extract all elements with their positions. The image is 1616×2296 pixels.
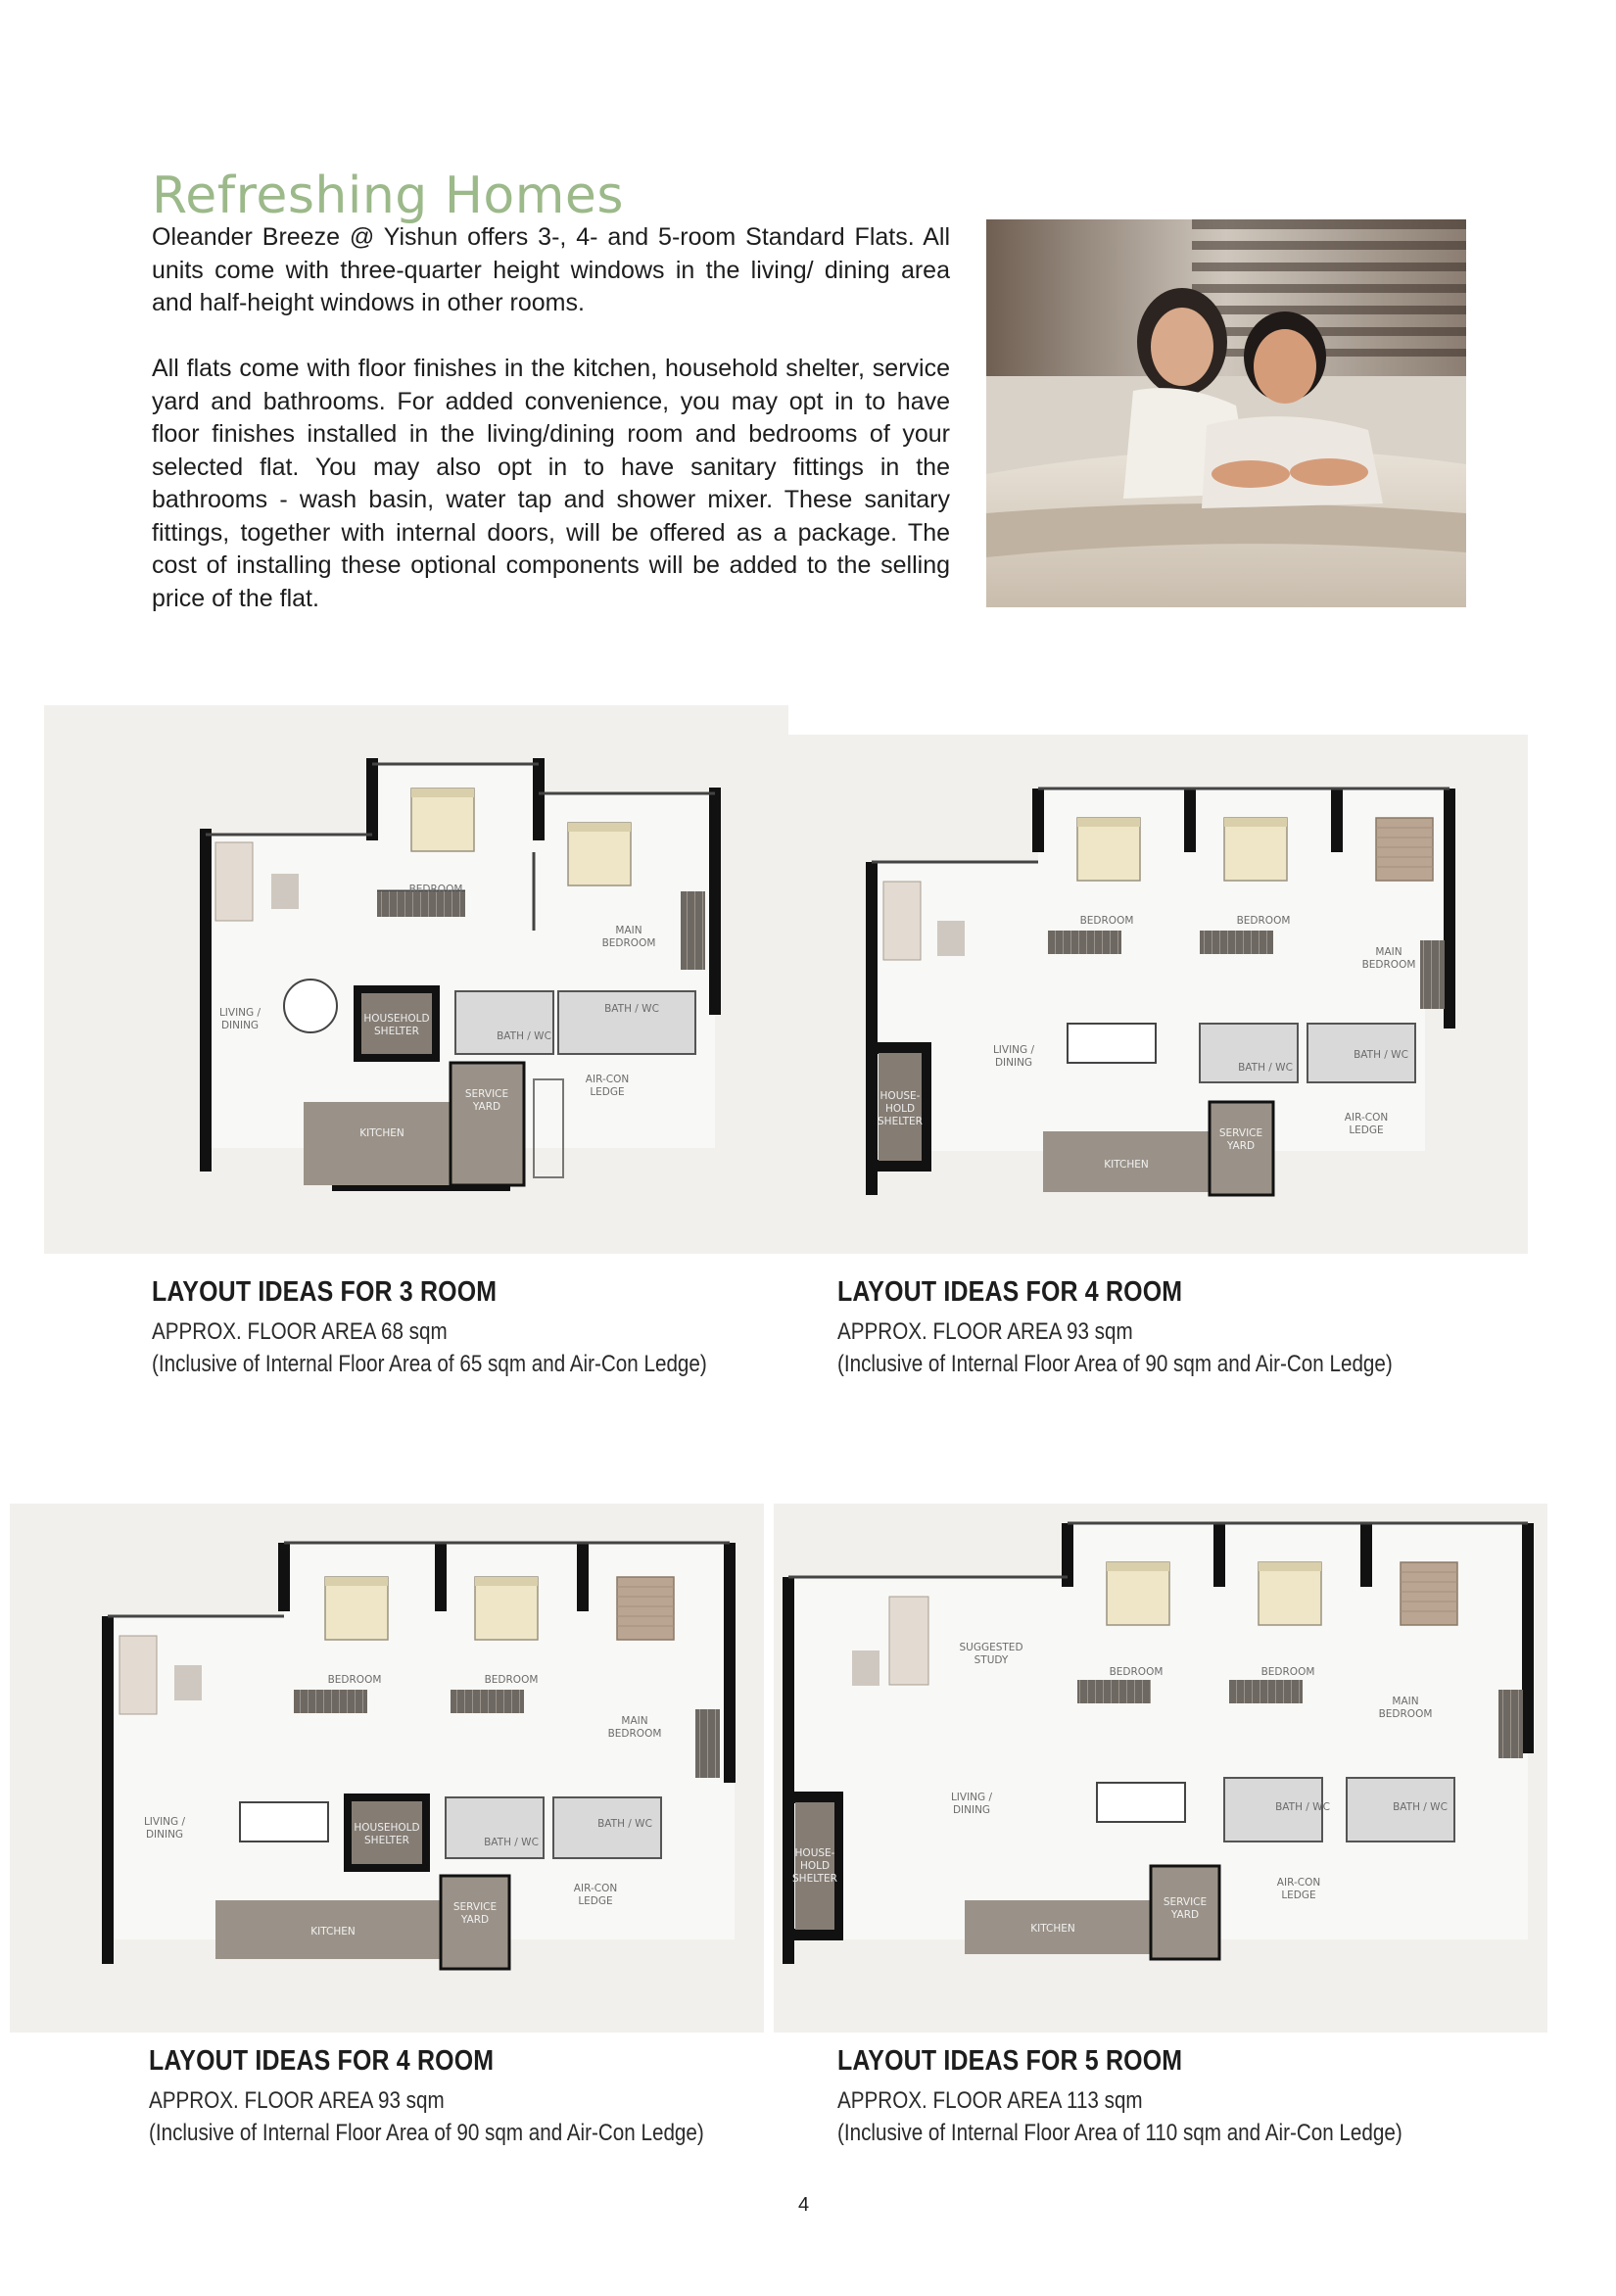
room-label-hold: HOLD — [884, 1103, 916, 1115]
layout-title: LAYOUT IDEAS FOR 4 ROOM — [149, 2045, 495, 2077]
room-label-bedroom: BEDROOM — [327, 1674, 382, 1686]
room-label-living: LIVING / — [143, 1816, 186, 1828]
room-label-main: MAIN — [615, 925, 642, 936]
layout-note: (Inclusive of Internal Floor Area of 90 sqm and Air-Con Ledge) — [837, 1351, 1393, 1377]
layout-area: APPROX. FLOOR AREA 113 sqm — [837, 2087, 1143, 2114]
room-label-bath-1: BATH / WC — [1275, 1801, 1330, 1813]
room-label-shelter: SHELTER — [374, 1026, 419, 1037]
room-label-aircon: AIR-CON — [1276, 1877, 1321, 1889]
floor-plan-5-room — [774, 1504, 1547, 2033]
room-label-ledge: LEDGE — [590, 1086, 625, 1098]
room-label-ledge: LEDGE — [1281, 1889, 1316, 1901]
room-label-main-bedroom: BEDROOM — [1378, 1708, 1433, 1720]
room-label-main-bedroom: BEDROOM — [601, 937, 656, 949]
room-label-main-bedroom: BEDROOM — [607, 1728, 662, 1740]
room-label-yard: YARD — [460, 1914, 490, 1926]
layout-area: APPROX. FLOOR AREA 93 sqm — [149, 2087, 445, 2114]
room-label-shelter: SHELTER — [364, 1835, 409, 1846]
room-label-living: LIVING / — [950, 1792, 993, 1803]
room-label-bedroom: BEDROOM — [1079, 915, 1134, 927]
layout-area: APPROX. FLOOR AREA 93 sqm — [837, 1318, 1133, 1345]
layout-caption-4-room-b — [149, 2045, 794, 2147]
room-label-dining: DINING — [994, 1057, 1033, 1069]
room-label-yard: YARD — [472, 1101, 501, 1113]
room-label-main: MAIN — [621, 1715, 648, 1727]
room-label-living: LIVING / — [992, 1044, 1035, 1056]
room-label-bath-2: BATH / WC — [1354, 1049, 1408, 1061]
room-label-ledge: LEDGE — [578, 1895, 613, 1907]
room-label-aircon: AIR-CON — [573, 1883, 618, 1894]
layout-caption-4-room-a — [837, 1276, 1483, 1378]
finishes-paragraph: All flats come with floor finishes in the kitchen, household shelter, service yard and bathrooms. For added convenience, you may opt in to have floor finishes installed in the living/dining room and bedrooms of your selected flat. You may also opt in to have sanitary fittings in the bathrooms - wash basin, water tap and shower mixer. These sanitary fittings, together with internal doors, will be offered as a package. The cost of installing these optional components will be added to the selling price of the flat. — [152, 355, 950, 612]
room-label-dining: DINING — [145, 1829, 184, 1841]
room-label-kitchen: KITCHEN — [359, 1127, 404, 1139]
room-label-main: MAIN — [1392, 1696, 1419, 1707]
floor-plan-4-room-a — [788, 735, 1528, 1254]
room-label-household: HOUSEHOLD — [363, 1013, 430, 1025]
layout-caption-3-room — [152, 1276, 797, 1378]
room-label-study: STUDY — [974, 1654, 1009, 1666]
room-label-aircon: AIR-CON — [1344, 1112, 1389, 1124]
room-label-hold: HOLD — [799, 1860, 831, 1872]
floor-plan-4-room-b — [10, 1504, 764, 2033]
room-label-service: SERVICE — [464, 1088, 509, 1100]
room-label-bath-1: BATH / WC — [484, 1837, 539, 1848]
room-label-bedroom: BEDROOM — [1236, 915, 1291, 927]
layout-area: APPROX. FLOOR AREA 68 sqm — [152, 1318, 448, 1345]
room-label-kitchen: KITCHEN — [1030, 1923, 1075, 1935]
page-title: Refreshing Homes — [152, 166, 624, 225]
room-label-kitchen: KITCHEN — [310, 1926, 356, 1937]
room-label-aircon: AIR-CON — [585, 1074, 630, 1085]
floor-plan-3-room — [44, 705, 788, 1254]
layout-caption-5-room — [837, 2045, 1495, 2147]
room-label-living: LIVING / — [218, 1007, 261, 1019]
room-label-household: HOUSEHOLD — [354, 1822, 420, 1834]
room-label-bedroom: BEDROOM — [1109, 1666, 1164, 1678]
couple-on-sofa-photo — [986, 219, 1466, 607]
room-label-bedroom: BEDROOM — [408, 884, 463, 895]
layout-title: LAYOUT IDEAS FOR 3 ROOM — [152, 1276, 498, 1308]
room-label-dining: DINING — [220, 1020, 260, 1031]
room-label-service: SERVICE — [1218, 1127, 1263, 1139]
room-label-yard: YARD — [1170, 1909, 1200, 1921]
room-label-service: SERVICE — [452, 1901, 498, 1913]
room-label-house: HOUSE- — [879, 1090, 921, 1102]
intro-paragraph: Oleander Breeze @ Yishun offers 3-, 4- and 5-room Standard Flats. All units come with three-quarter height windows in the living/ dining area and half-height windows in other rooms. — [152, 223, 950, 316]
room-label-bedroom: BEDROOM — [1260, 1666, 1315, 1678]
room-label-dining: DINING — [952, 1804, 991, 1816]
room-label-bath-2: BATH / WC — [604, 1003, 659, 1015]
room-label-house: HOUSE- — [794, 1847, 835, 1859]
room-label-shelter: SHELTER — [792, 1873, 837, 1885]
room-label-main: MAIN — [1375, 946, 1402, 958]
layout-note: (Inclusive of Internal Floor Area of 90 sqm and Air-Con Ledge) — [149, 2120, 704, 2146]
layout-title: LAYOUT IDEAS FOR 4 ROOM — [837, 1276, 1183, 1308]
room-label-service: SERVICE — [1163, 1896, 1208, 1908]
room-label-ledge: LEDGE — [1349, 1124, 1384, 1136]
room-label-bath-2: BATH / WC — [1393, 1801, 1448, 1813]
layout-note: (Inclusive of Internal Floor Area of 110 sqm and Air-Con Ledge) — [837, 2120, 1402, 2146]
room-label-kitchen: KITCHEN — [1104, 1159, 1149, 1171]
page-number: 4 — [798, 2194, 810, 2216]
room-label-bath-1: BATH / WC — [497, 1030, 551, 1042]
room-label-bath-1: BATH / WC — [1238, 1062, 1293, 1074]
room-label-suggested: SUGGESTED — [959, 1642, 1023, 1653]
room-label-shelter: SHELTER — [878, 1116, 923, 1127]
room-label-main-bedroom: BEDROOM — [1361, 959, 1416, 971]
layout-title: LAYOUT IDEAS FOR 5 ROOM — [837, 2045, 1183, 2077]
room-label-yard: YARD — [1226, 1140, 1256, 1152]
layout-note: (Inclusive of Internal Floor Area of 65 sqm and Air-Con Ledge) — [152, 1351, 707, 1377]
room-label-bath-2: BATH / WC — [597, 1818, 652, 1830]
room-label-bedroom: BEDROOM — [484, 1674, 539, 1686]
